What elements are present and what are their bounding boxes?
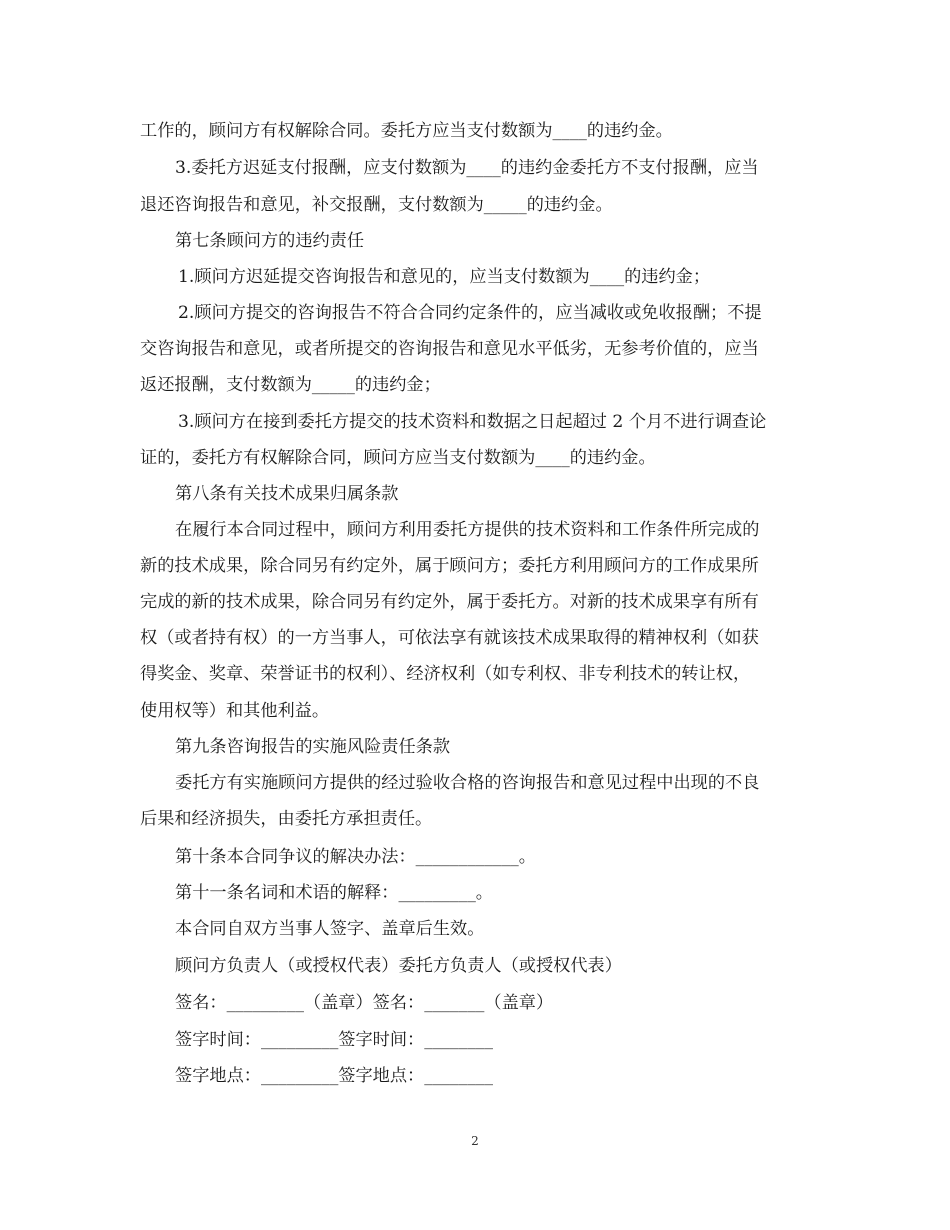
- page-number: 2: [471, 1134, 479, 1148]
- text-line-20: 后果和经济损失，由委托方承担责任。: [140, 809, 433, 829]
- effective-clause: 本合同自双方当事人签字、盖章后生效。: [175, 919, 485, 939]
- text-line-14: 完成的新的技术成果，除合同另有约定外，属于委托方。对新的技术成果享有所有: [140, 592, 759, 612]
- section-heading-11: 第十一条名词和术语的解释：_________。: [175, 883, 493, 903]
- text-line-15: 权（或者持有权）的一方当事人，可依法享有就该技术成果取得的精神权利（如获: [140, 628, 759, 648]
- section-heading-8: 第八条有关技术成果归属条款: [175, 484, 399, 504]
- text-line-13: 新的技术成果，除合同另有约定外，属于顾问方；委托方利用顾问方的工作成果所: [140, 556, 759, 576]
- text-line-9: 3.顾问方在接到委托方提交的技术资料和数据之日起超过 2 个月不进行调查论: [178, 412, 767, 432]
- text-line-8: 返还报酬，支付数额为_____的违约金；: [140, 375, 441, 395]
- text-line-19: 委托方有实施顾问方提供的经过验收合格的咨询报告和意见过程中出现的不良: [175, 773, 760, 793]
- section-heading-7: 第七条顾问方的违约责任: [175, 231, 365, 251]
- signing-place-line: 签字地点：_________签字地点：________: [175, 1066, 493, 1086]
- text-line-12: 在履行本合同过程中，顾问方利用委托方提供的技术资料和工作条件所完成的: [175, 520, 760, 540]
- text-line-17: 使用权等）和其他利益。: [140, 701, 330, 721]
- text-line-16: 得奖金、奖章、荣誉证书的权利）、经济权利（如专利权、非专利技术的转让权，: [140, 664, 751, 684]
- signature-line: 签名：_________（盖章）签名：_______（盖章）: [175, 993, 554, 1013]
- section-heading-9: 第九条咨询报告的实施风险责任条款: [175, 737, 451, 757]
- section-heading-10: 第十条本合同争议的解决办法：____________。: [175, 847, 536, 867]
- signing-date-line: 签字时间：_________签字时间：________: [175, 1030, 493, 1050]
- text-line-3: 退还咨询报告和意见，补交报酬，支付数额为_____的违约金。: [140, 195, 613, 215]
- text-line-1: 工作的，顾问方有权解除合同。委托方应当支付数额为____的违约金。: [140, 121, 673, 141]
- text-line-7: 交咨询报告和意见，或者所提交的咨询报告和意见水平低劣，无参考价值的，应当: [140, 339, 759, 359]
- text-line-2: 3.委托方迟延支付报酬，应支付数额为____的违约金委托方不支付报酬，应当: [175, 158, 759, 178]
- text-line-10: 证的，委托方有权解除合同，顾问方应当支付数额为____的违约金。: [140, 448, 656, 468]
- signatory-headers: 顾问方负责人（或授权代表）委托方负责人（或授权代表）: [175, 956, 622, 976]
- text-line-5: 1.顾问方迟延提交咨询报告和意见的，应当支付数额为____的违约金；: [178, 267, 711, 287]
- text-line-6: 2.顾问方提交的咨询报告不符合合同约定条件的，应当减收或免收报酬；不提: [178, 303, 762, 323]
